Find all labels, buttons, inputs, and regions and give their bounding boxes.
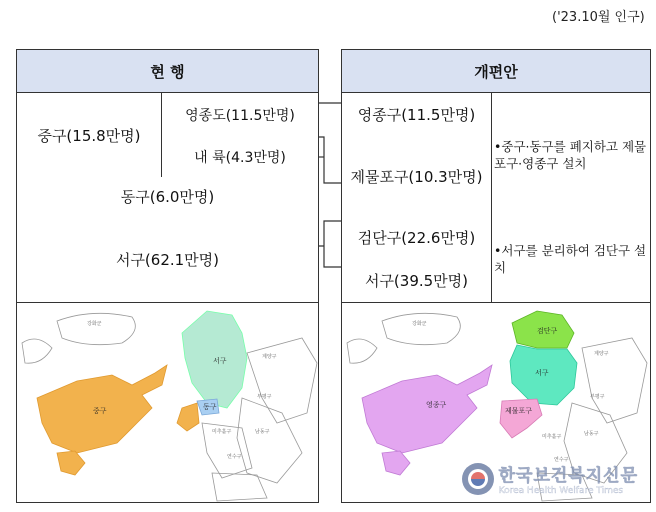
watermark xyxy=(461,461,638,496)
jemulpogu-label: 제물포구(10.3만명) xyxy=(350,167,483,186)
connector-lines xyxy=(318,93,342,273)
new-seogu-cell xyxy=(341,259,492,303)
watermark-title: 한국보건복지신문 xyxy=(498,466,638,486)
right-map-label-3: 남동구 xyxy=(584,431,599,437)
seogu-cell xyxy=(16,216,319,303)
left-map-seogu-text: 서구 xyxy=(213,357,227,365)
desc-1-cell xyxy=(491,93,651,217)
watermark-logo-icon xyxy=(461,462,495,496)
right-map-seogu-text: 서구 xyxy=(535,369,549,377)
new-seogu-label: 서구(39.5만명) xyxy=(364,272,469,290)
right-map-label-5: 강화군 xyxy=(412,321,427,327)
geomdangu-label: 검단구(22.6만명) xyxy=(357,229,476,247)
right-yeongjonggu-region xyxy=(362,365,492,453)
desc-2-cell xyxy=(491,216,651,303)
donggu-label: 동구(6.0만명) xyxy=(120,188,215,206)
yeongjongdo-cell xyxy=(161,93,319,137)
left-map-label-4: 연수구 xyxy=(227,454,242,460)
watermark-subtitle: Korea Health Welfare Times xyxy=(498,486,624,496)
right-yeongjonggu-island xyxy=(382,451,410,475)
jemulpogu-cell xyxy=(341,136,492,217)
watermark-text-block xyxy=(499,461,638,496)
population-date-note: ('23.10월 인구) xyxy=(552,10,645,25)
right-map-label-0: 계양구 xyxy=(594,351,609,357)
right-map-geomdangu-text: 검단구 xyxy=(537,327,558,335)
yeongjongdo-label: 영종도(11.5만명) xyxy=(185,107,295,124)
naeryuk-label: 내 륙(4.3만명) xyxy=(194,149,286,166)
left-junggu-island xyxy=(57,451,85,475)
right-jemulpogu-region xyxy=(500,399,542,438)
left-map-junggu-text: 중구 xyxy=(93,407,107,415)
left-map-donggu-text: 동구 xyxy=(203,403,217,411)
left-map-label-3: 남동구 xyxy=(255,429,270,435)
current-map-svg xyxy=(17,303,319,503)
yeongjonggu-label: 영종구(11.5만명) xyxy=(357,106,476,124)
right-map-yeongjonggu-text: 영종구 xyxy=(426,401,447,409)
geomdangu-cell xyxy=(341,216,492,260)
naeryuk-cell xyxy=(161,136,319,178)
junggu-cell xyxy=(16,93,162,178)
left-map-label-0: 계양구 xyxy=(262,354,277,360)
left-map-label-5: 강화군 xyxy=(87,321,102,327)
junggu-label: 중구(15.8만명) xyxy=(37,126,141,145)
connector-west-split xyxy=(319,221,341,267)
desc-2-text: •서구를 분리하여 검단구 설치 xyxy=(494,243,647,275)
right-map-label-2: 미추홀구 xyxy=(542,434,562,440)
donggu-cell xyxy=(16,177,319,217)
left-map-label-1: 부평구 xyxy=(257,394,272,400)
proposed-header: 개편안 xyxy=(341,49,651,93)
current-header: 현 행 xyxy=(16,49,319,93)
left-junggu-inland xyxy=(177,403,199,431)
left-map-label-2: 미추홀구 xyxy=(212,429,232,435)
right-map-label-1: 부평구 xyxy=(590,394,605,400)
current-map xyxy=(16,303,319,503)
right-map-label-4: 연수구 xyxy=(554,457,569,463)
desc-1-text: •중구·동구를 폐지하고 제물포구·영종구 설치 xyxy=(494,138,647,171)
seogu-label: 서구(62.1만명) xyxy=(115,250,220,269)
connector-jemulpo xyxy=(319,137,341,183)
yeongjonggu-cell xyxy=(341,93,492,137)
right-map-jemulpogu-text: 제물포구 xyxy=(505,407,533,415)
